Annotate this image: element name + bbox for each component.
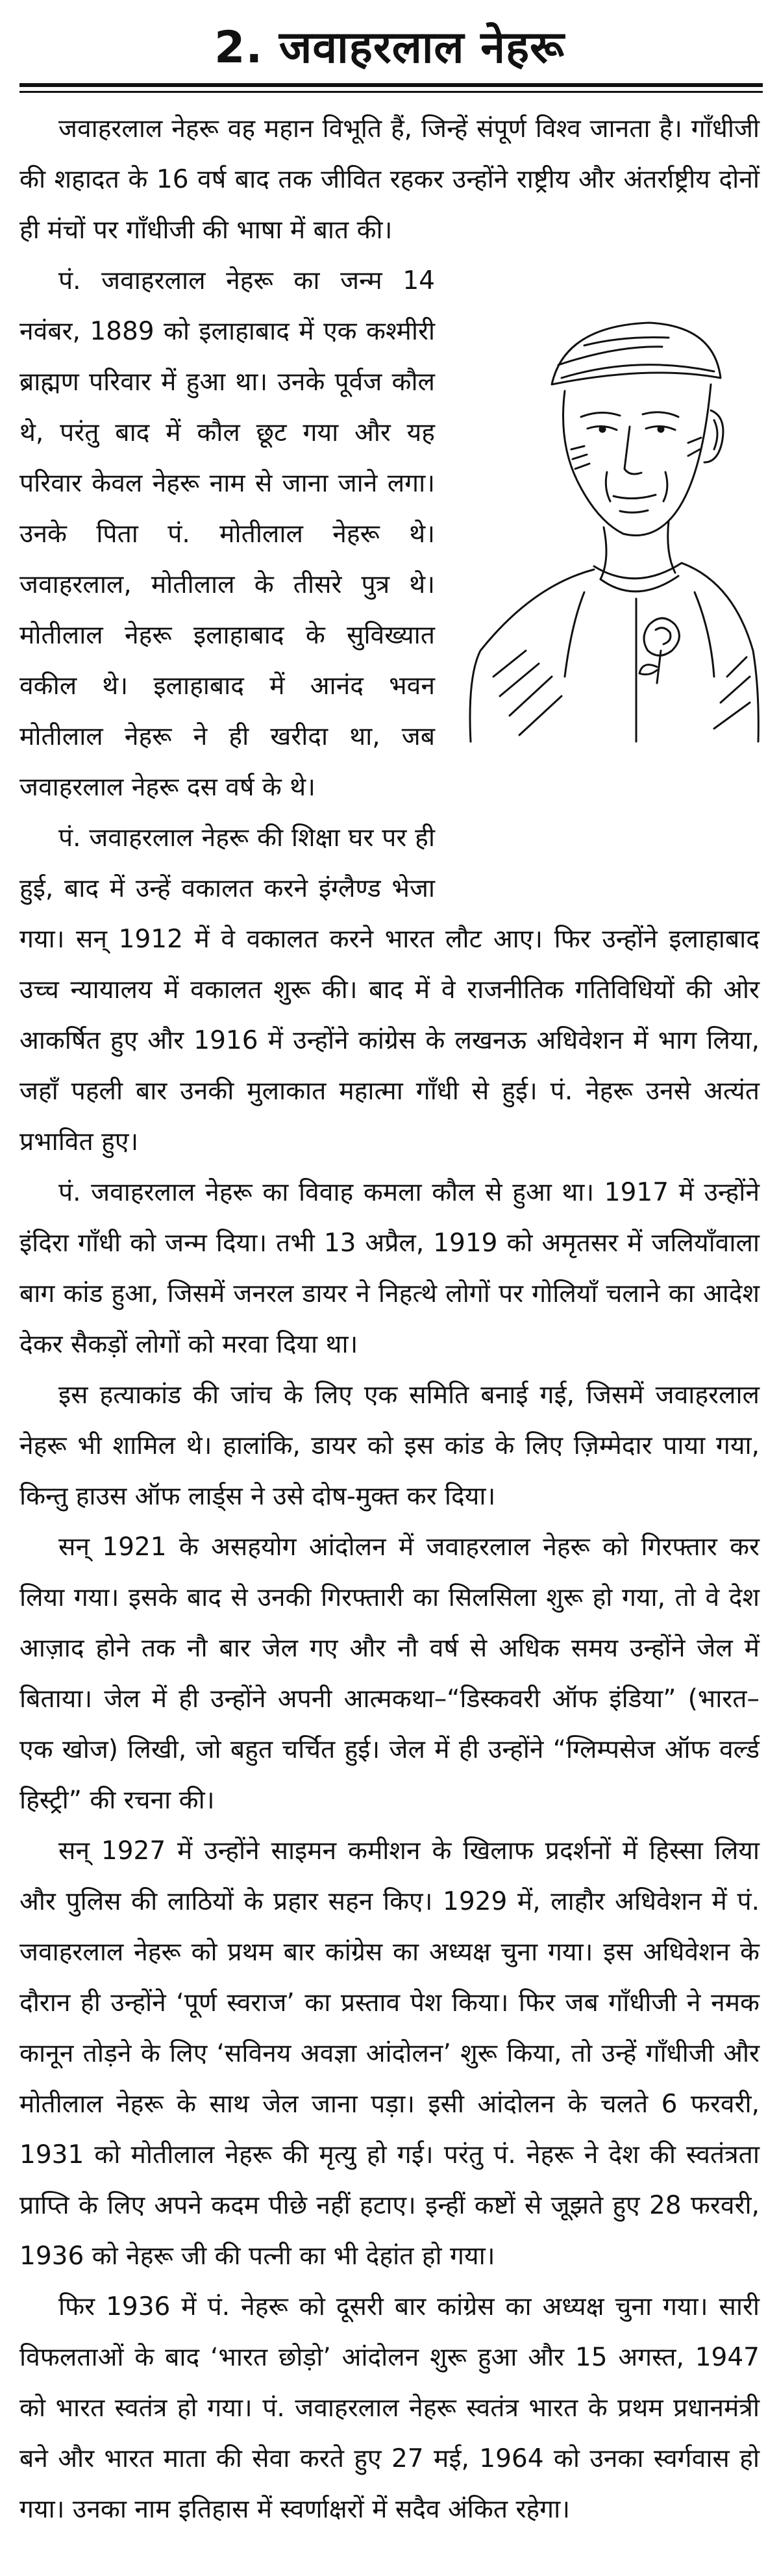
- paragraph-education: पं. जवाहरलाल नेहरू की शिक्षा घर पर ही हुई, बाद में उन्हें वकालत करने इंग्लैण्ड भेजा गया। सन् 1912 में वे वकालत करने भारत लौट आए। फिर उन्होंने इलाहाबाद उच्च न्यायालय में वकालत शुरू की। बाद में वे राजनीतिक गतिविधियों की ओर आकर्षित हुए और 1916 में उन्होंने कांग्रेस के लखनऊ अधिवेशन में भाग लिया, जहाँ पहली बार उनकी मुलाकात महात्मा गाँधी से हुई। पं. नेहरू उनसे अत्यंत प्रभावित हुए।: [19, 823, 760, 1157]
- nehru-portrait-icon: [454, 287, 760, 755]
- paragraph-intro: जवाहरलाल नेहरू वह महान विभूति हैं, जिन्हें संपूर्ण विश्व जानता है। गाँधीजी की शहादत के 16 वर्ष बाद तक जीवित रहकर उन्होंने राष्ट्रीय और अंतर्राष्ट्रीय दोनों ही मंचों पर गाँधीजी की भाषा में बात की।: [19, 114, 760, 245]
- paragraph-birth: पं. जवाहरलाल नेहरू का जन्म 14 नवंबर, 1889 को इलाहाबाद में एक कश्मीरी ब्राह्मण परिवार में हुआ था। उनके पूर्वज कौल थे, परंतु बाद में कौल छूट गया और यह परिवार केवल नेहरू नाम से जाना जाने लगा। उनके पिता पं. मोतीलाल नेहरू थे। जवाहरलाल, मोतीलाल के तीसरे पुत्र थे। मोतीलाल नेहरू इलाहाबाद के सुविख्यात वकील थे। इलाहाबाद में आनंद भवन मोतीलाल नेहरू ने ही खरीदा था, जब जवाहरलाल नेहरू दस वर्ष के थे।: [19, 266, 435, 802]
- paragraph-inquiry: इस हत्याकांड की जांच के लिए एक समिति बनाई गई, जिसमें जवाहरलाल नेहरू भी शामिल थे। हालांकि, डायर को इस कांड के लिए ज़िम्मेदार पाया गया, किन्तु हाउस ऑफ लार्ड्स ने उसे दोष-मुक्त कर दिया।: [19, 1381, 760, 1511]
- paragraph-marriage: पं. जवाहरलाल नेहरू का विवाह कमला कौल से हुआ था। 1917 में उन्होंने इंदिरा गाँधी को जन्म दिया। तभी 13 अप्रैल, 1919 को अमृतसर में जलियाँवाला बाग कांड हुआ, जिसमें जनरल डायर ने निहत्थे लोगों पर गोलियाँ चलाने का आदेश देकर सैकड़ों लोगों को मरवा दिया था।: [19, 1178, 760, 1359]
- title-rule-thin: [19, 91, 763, 93]
- essay-body: [19, 104, 760, 2535]
- title-rule-thick: [19, 83, 763, 87]
- paragraph-simon-commission: सन् 1927 में उन्होंने साइमन कमीशन के खिलाफ प्रदर्शनों में हिस्सा लिया और पुलिस की लाठियों के प्रहार सहन किए। 1929 में, लाहौर अधिवेशन में पं. जवाहरलाल नेहरू को प्रथम बार कांग्रेस का अध्यक्ष चुना गया। इस अधिवेशन के दौरान ही उन्होंने ‘पूर्ण स्वराज’ का प्रस्ताव पेश किया। फिर जब गाँधीजी ने नमक कानून तोड़ने के लिए ‘सविनय अवज्ञा आंदोलन’ शुरू किया, तो उन्हें गाँधीजी और मोतीलाल नेहरू के साथ जेल जाना पड़ा। इसी आंदोलन के चलते 6 फरवरी, 1931 को मोतीलाल नेहरू की मृत्यु हो गई। परंतु पं. नेहरू ने देश की स्वतंत्रता प्राप्ति के लिए अपने कदम पीछे नहीं हटाए। इन्हीं कष्टों से जूझते हुए 28 फरवरी, 1936 को नेहरू जी की पत्नी का भी देहांत हो गया।: [19, 1836, 760, 2271]
- essay-title: 2. जवाहरलाल नेहरू: [214, 22, 565, 73]
- paragraph-imprisonment: सन् 1921 के असहयोग आंदोलन में जवाहरलाल नेहरू को गिरफ्तार कर लिया गया। इसके बाद से उनकी गिरफ्तारी का सिलसिला शुरू हो गया, तो वे देश आज़ाद होने तक नौ बार जेल गए और नौ वर्ष से अधिक समय उन्होंने जेल में बिताया। जेल में ही उन्होंने अपनी आत्मकथा–“डिस्कवरी ऑफ इंडिया” (भारत–एक खोज) लिखी, जो बहुत चर्चित हुई। जेल में ही उन्होंने “ग्लिम्पसेज ऑफ वर्ल्ड हिस्ट्री” की रचना की।: [19, 1532, 760, 1815]
- paragraph-independence: फिर 1936 में पं. नेहरू को दूसरी बार कांग्रेस का अध्यक्ष चुना गया। सारी विफलताओं के बाद ‘भारत छोड़ो’ आंदोलन शुरू हुआ और 15 अगस्त, 1947 को भारत स्वतंत्र हो गया। पं. जवाहरलाल नेहरू स्वतंत्र भारत के प्रथम प्रधानमंत्री बने और भारत माता की सेवा करते हुए 27 मई, 1964 को उनका स्वर्गवास हो गया। उनका नाम इतिहास में स्वर्णाक्षरों में सदैव अंकित रहेगा।: [19, 2292, 760, 2524]
- nehru-portrait-sketch: [454, 261, 760, 910]
